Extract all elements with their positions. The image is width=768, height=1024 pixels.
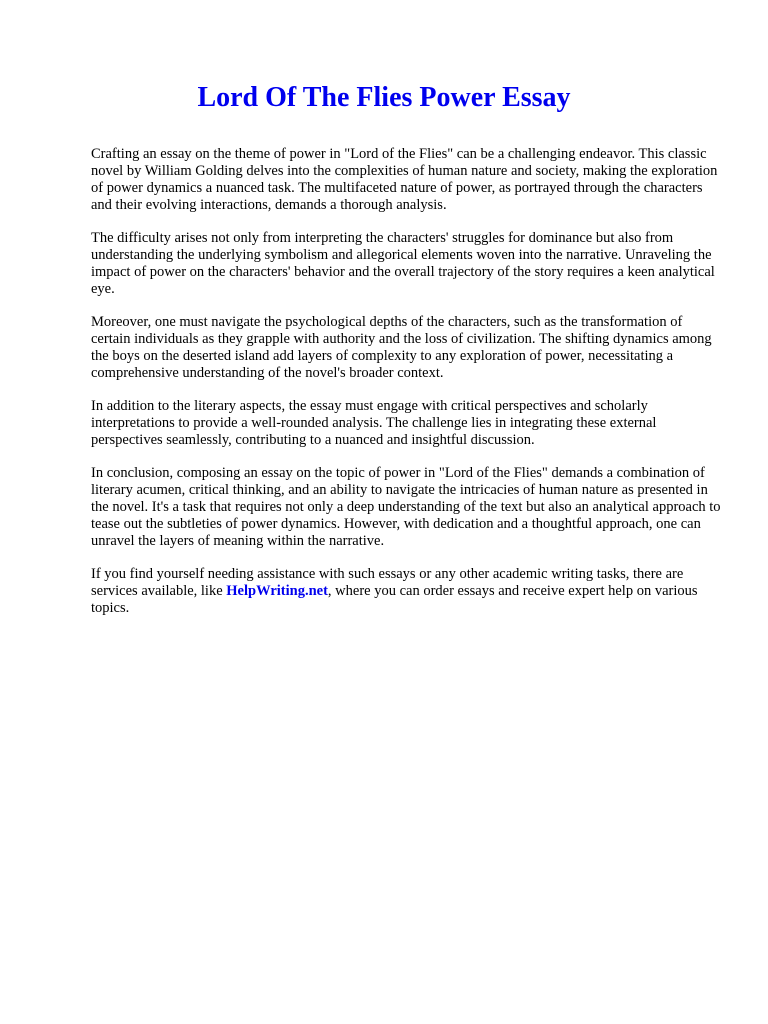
paragraph-4: In addition to the literary aspects, the essay must engage with critical perspectives and scholarly interpretations to provide a well-rounded analysis. The challenge lies in integrating these external perspectives seamlessly, contributing to a nuanced and insightful discussion.: [91, 398, 657, 448]
paragraph-5: In conclusion, composing an essay on the topic of power in "Lord of the Flies" demands a combination of literary acumen, critical thinking, and an ability to navigate the intricacies of human nature as presented in the novel. It's a task that requires not only a deep understanding of the text but also an analytical approach to tease out the subtleties of power dynamics. However, with dedication and a thoughtful approach, one can unravel the layers of meaning within the narrative.: [91, 465, 721, 549]
closing-paragraph: [91, 566, 721, 617]
document-body: [91, 146, 721, 633]
paragraph-1: Crafting an essay on the theme of power in "Lord of the Flies" can be a challenging endeavor. This classic novel by William Golding delves into the complexities of human nature and society, making the exploration of power dynamics a nuanced task. The multifaceted nature of power, as portrayed through the characters and their evolving interactions, demands a thorough analysis.: [91, 146, 718, 213]
paragraph-2: The difficulty arises not only from interpreting the characters' struggles for dominance but also from understanding the underlying symbolism and allegorical elements woven into the narrative. Unraveling the impact of power on the characters' behavior and the overall trajectory of the story requires a keen analytical eye.: [91, 230, 715, 297]
closing-text-after: , where you can order essays and receive expert help on various topics.: [91, 583, 698, 616]
closing-text-before: If you find yourself needing assistance with such essays or any other academic writing tasks, there are services available, like: [91, 566, 684, 599]
helpwriting-link[interactable]: HelpWriting.net: [226, 583, 328, 599]
paragraph-3: Moreover, one must navigate the psychological depths of the characters, such as the transformation of certain individuals as they grapple with authority and the loss of civilization. The shifting dynamics among the boys on the deserted island add layers of complexity to any exploration of power, necessitating a comprehensive understanding of the novel's broader context.: [91, 314, 712, 381]
document-title: Lord Of The Flies Power Essay: [197, 82, 571, 113]
